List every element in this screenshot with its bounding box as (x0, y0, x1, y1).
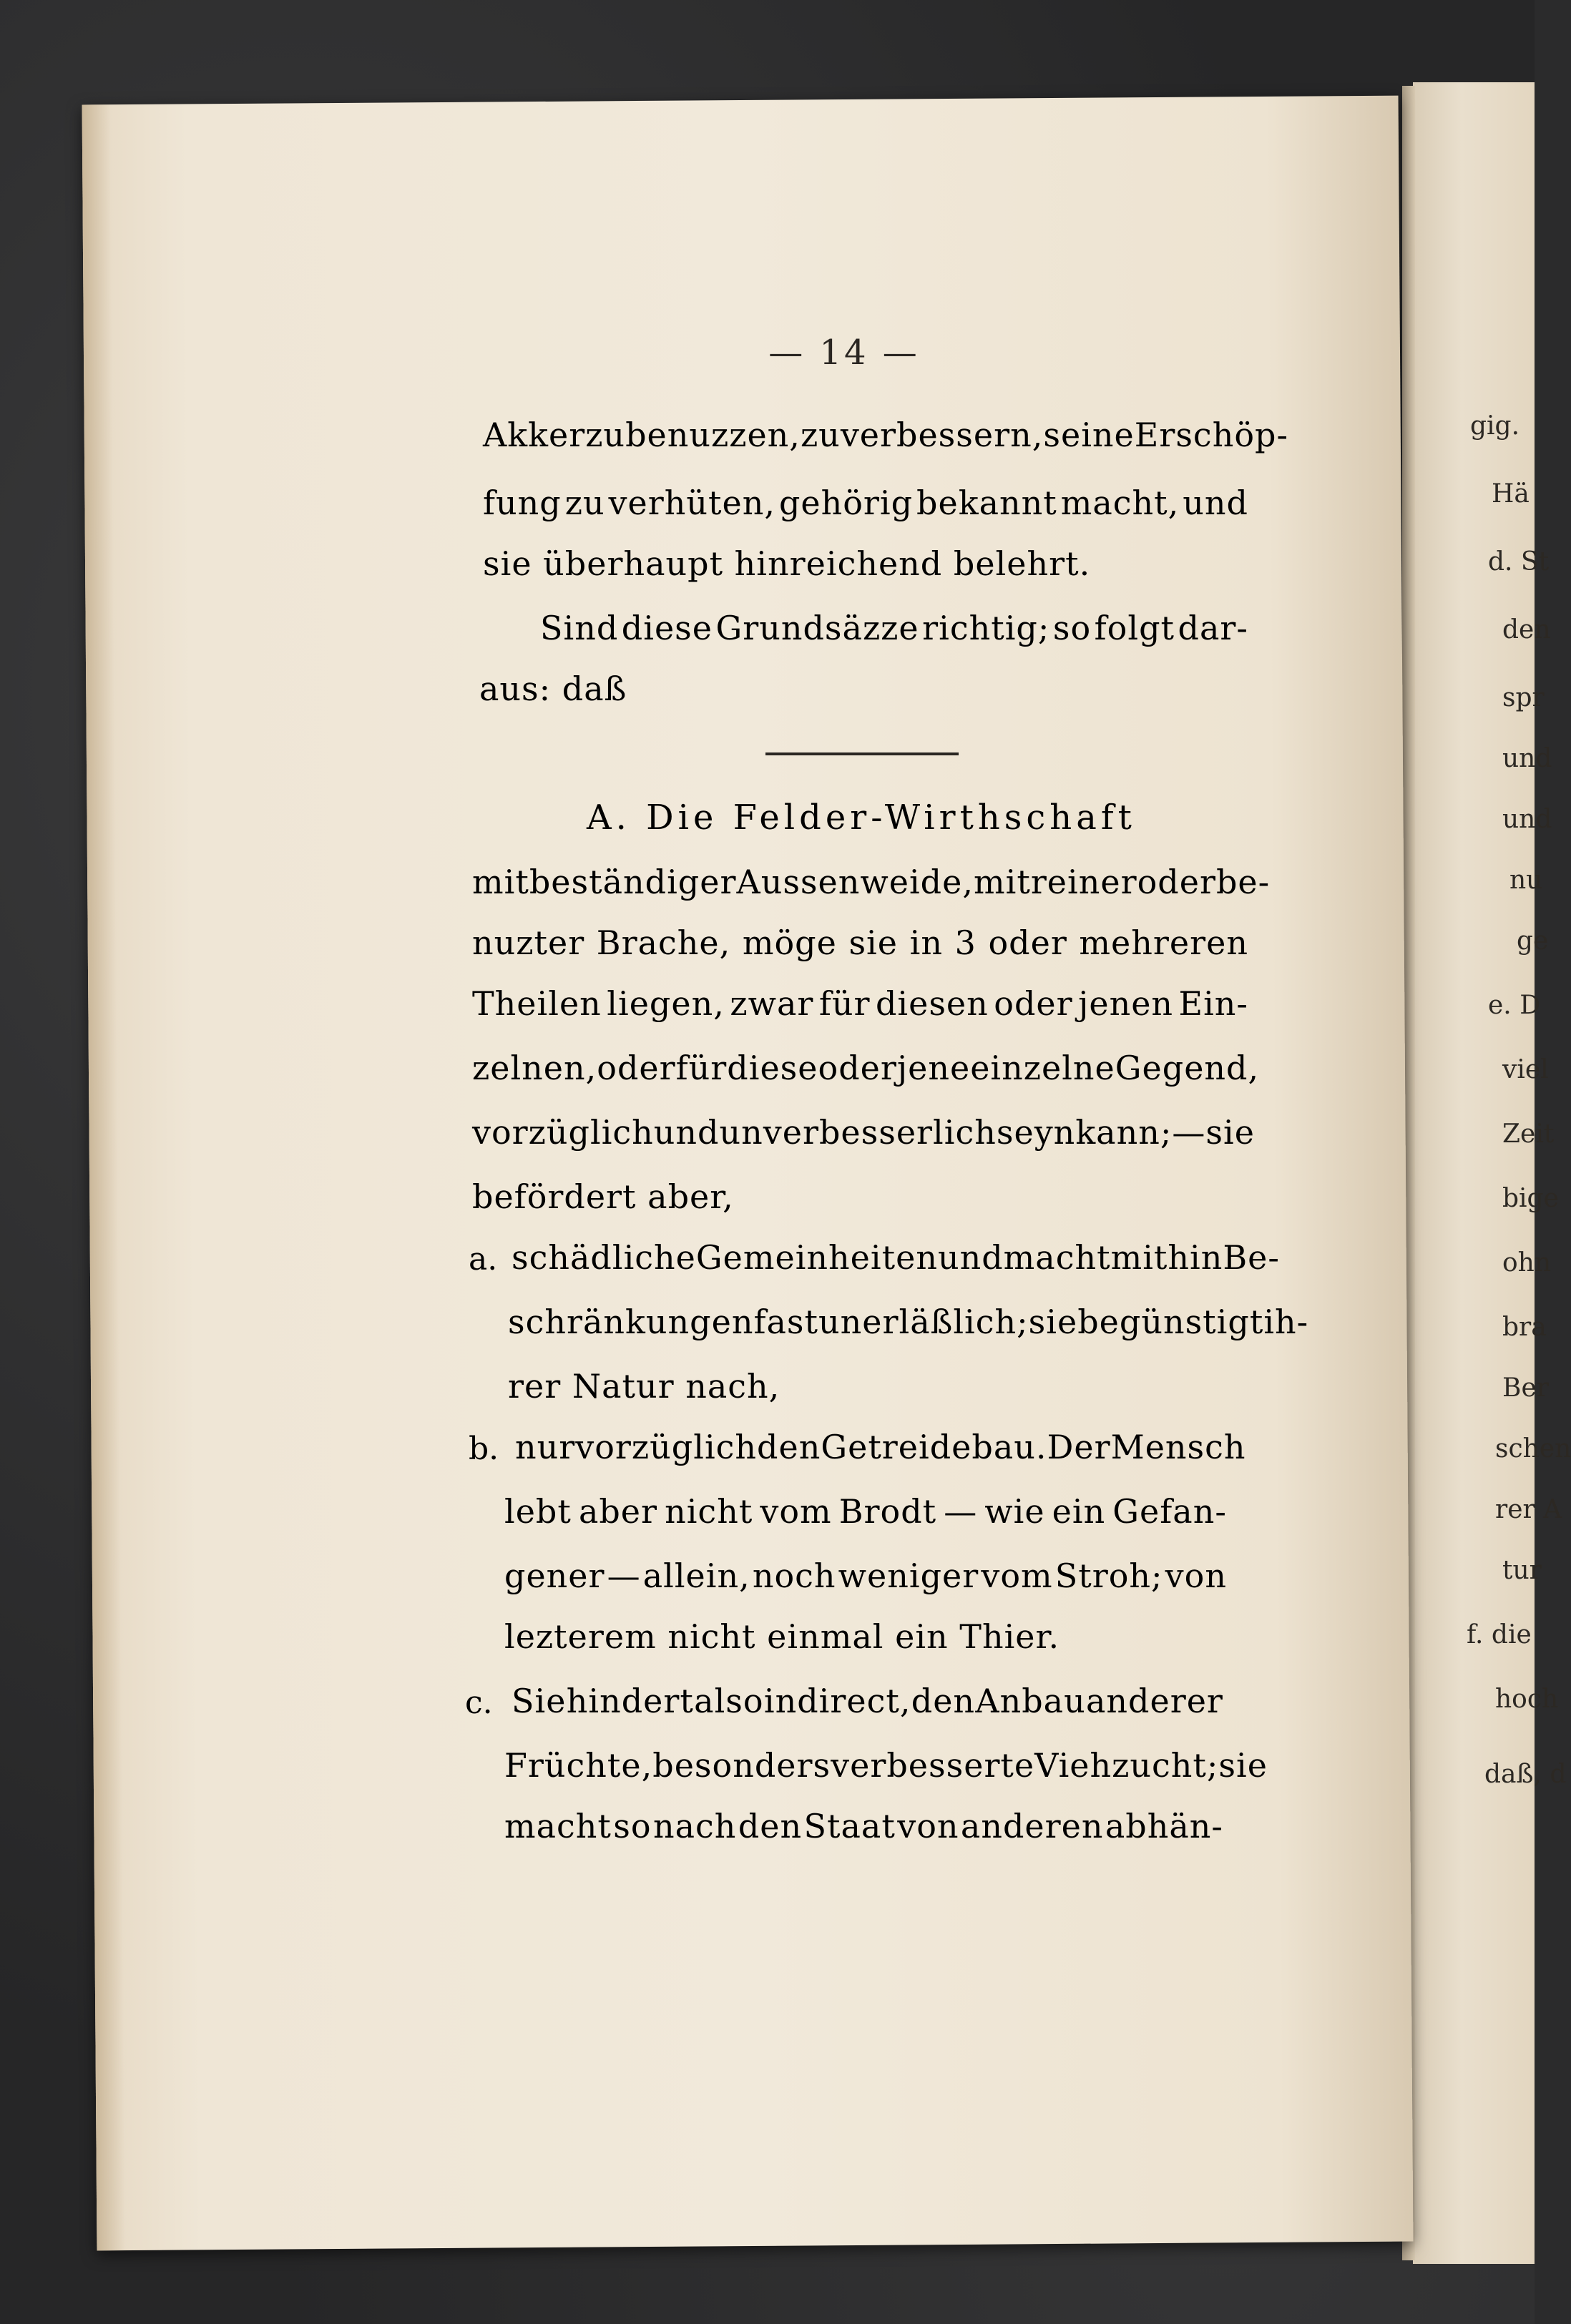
word: von (1165, 1556, 1227, 1595)
word: ih- (1263, 1303, 1309, 1341)
word: zu (800, 416, 841, 454)
text-line (472, 923, 1248, 962)
facing-fragment: Hä (1492, 479, 1530, 509)
word: nuzter (472, 923, 585, 962)
word: Theilen (472, 984, 602, 1023)
word: Viehzucht; (1034, 1746, 1219, 1785)
word: dar- (1178, 609, 1248, 647)
word: Sind (540, 609, 619, 647)
word: oder (988, 923, 1067, 962)
word: wie (984, 1492, 1045, 1531)
list-item-line (504, 1807, 1223, 1845)
section-divider (765, 752, 959, 755)
word: hindert (566, 1682, 694, 1720)
word: — (607, 1556, 641, 1595)
list-item-line: rer Natur nach, (508, 1367, 780, 1406)
word: sie (1218, 1746, 1268, 1785)
word: so (613, 1807, 652, 1845)
list-marker: b. (469, 1431, 499, 1467)
word: reiner (1030, 863, 1137, 901)
word: seyn (996, 1113, 1076, 1152)
word: Früchte, (504, 1746, 653, 1785)
word: beständiger (529, 863, 737, 901)
word: fung (483, 484, 562, 522)
facing-fragment: Zeit (1502, 1119, 1555, 1149)
text-line (483, 484, 1248, 522)
word: benuzzen, (625, 416, 801, 454)
word: mit (472, 863, 529, 901)
word: diese (621, 609, 713, 647)
facing-fragment: den (1502, 615, 1551, 644)
facing-fragment: Ber (1502, 1373, 1549, 1403)
facing-fragment: und (1502, 744, 1552, 773)
word: Staat (803, 1807, 896, 1845)
text-line (483, 416, 1288, 454)
word: mehreren (1079, 923, 1248, 962)
word: zelnen, (472, 1049, 597, 1087)
word: den (738, 1807, 803, 1845)
word: fast (753, 1303, 819, 1341)
word: ein (1052, 1492, 1106, 1531)
facing-fragment: ohn (1502, 1248, 1552, 1278)
word: für (675, 1049, 728, 1087)
word: Brache, (596, 923, 731, 962)
word: Mensch (1110, 1428, 1246, 1466)
word: aber (578, 1492, 658, 1531)
word: richtig; (922, 609, 1050, 647)
word: Aussenweide, (736, 863, 974, 901)
word: oder (994, 984, 1073, 1023)
word: — (1172, 1113, 1206, 1152)
word: Gefan- (1112, 1492, 1227, 1531)
word: anderer (1086, 1682, 1223, 1720)
word: schränkungen (508, 1303, 754, 1341)
word: und (1183, 484, 1248, 522)
word: sie (848, 923, 898, 962)
list-item-line (508, 1303, 1309, 1341)
facing-fragment: rer A (1495, 1495, 1562, 1524)
word: verbesserte (831, 1746, 1035, 1785)
facing-fragment: bra (1502, 1313, 1547, 1342)
word: gener (504, 1556, 605, 1595)
word: zu (585, 416, 626, 454)
word: vom (760, 1492, 832, 1531)
word: einzelne (970, 1049, 1115, 1087)
word: macht, (1060, 484, 1180, 522)
text-line (472, 1049, 1260, 1087)
word: weniger (838, 1556, 979, 1595)
facing-fragment: f. die (1467, 1620, 1532, 1649)
word: diese (727, 1049, 818, 1087)
word: in (909, 923, 943, 962)
word: allein, (642, 1556, 750, 1595)
word: für (818, 984, 871, 1023)
facing-fragment: d. St (1488, 547, 1550, 577)
word: zwar (730, 984, 814, 1023)
word: macht (1003, 1238, 1111, 1277)
word: Grundsäzze (715, 609, 919, 647)
word: also (694, 1682, 764, 1720)
word: lebt (504, 1492, 572, 1531)
word: Stroh; (1054, 1556, 1163, 1595)
word: Gemeinheiten (695, 1238, 938, 1277)
word: Be- (1223, 1238, 1280, 1277)
facing-fragment: spr (1502, 683, 1545, 712)
text-line (472, 1113, 1255, 1152)
page-number: — 14 — (768, 333, 920, 373)
word: zu (564, 484, 605, 522)
word: abhän- (1105, 1807, 1223, 1845)
word: verbessern, (840, 416, 1044, 454)
word: sie (1028, 1303, 1078, 1341)
facing-fragment: daß, d (1484, 1760, 1567, 1789)
word: und (653, 1113, 720, 1152)
facing-fragment: und (1502, 805, 1552, 834)
word: sie (1205, 1113, 1255, 1152)
word: kann; (1075, 1113, 1173, 1152)
word: verhüten, (608, 484, 775, 522)
word: den (911, 1682, 976, 1720)
word: noch (752, 1556, 836, 1595)
word: nicht (665, 1492, 753, 1531)
word: diesen (875, 984, 989, 1023)
word: begünstigt (1077, 1303, 1264, 1341)
facing-fragment: e. D (1488, 991, 1541, 1020)
list-item-line (504, 1492, 1227, 1531)
list-item-line (504, 1556, 1227, 1595)
word: besonders (652, 1746, 831, 1785)
list-item-line (512, 1238, 1280, 1277)
list-marker: c. (465, 1685, 493, 1721)
word: be- (1215, 863, 1271, 901)
text-line: aus: daß (479, 670, 627, 708)
word: — (944, 1492, 978, 1531)
word: folgt (1094, 609, 1175, 647)
word: Gegend, (1115, 1049, 1260, 1087)
word: vorzüglich (575, 1428, 758, 1466)
word: jenen (1078, 984, 1174, 1023)
text-line (472, 863, 1271, 901)
text-line: sie überhaupt hinreichend belehrt. (483, 544, 1091, 583)
text-line (540, 609, 1248, 647)
word: und (937, 1238, 1004, 1277)
word: vom (981, 1556, 1053, 1595)
facing-fragment: viel (1502, 1055, 1549, 1084)
section-heading: A. Die Felder-Wirthschaft (587, 798, 1136, 838)
list-item-line (504, 1746, 1268, 1785)
facing-fragment: gig. (1470, 411, 1520, 441)
word: Brodt (838, 1492, 937, 1531)
facing-fragment: ge (1517, 926, 1549, 956)
word: nur (515, 1428, 576, 1466)
list-marker: a. (469, 1241, 498, 1278)
word: Anbau (975, 1682, 1086, 1720)
list-item-line (515, 1428, 1246, 1466)
word: indirect, (763, 1682, 911, 1720)
word: Ein- (1178, 984, 1248, 1023)
facing-fragment: hoch (1495, 1685, 1559, 1714)
word: mithin (1110, 1238, 1223, 1277)
list-item-line (512, 1682, 1223, 1720)
facing-fragment: tur (1502, 1556, 1542, 1585)
word: so (1052, 609, 1092, 647)
word: macht (504, 1807, 612, 1845)
word: nach (652, 1807, 737, 1845)
word: oder (597, 1049, 676, 1087)
word: Der (1047, 1428, 1111, 1466)
word: unerläßlich; (818, 1303, 1029, 1341)
word: 3 (954, 923, 977, 962)
text-line (472, 984, 1248, 1023)
facing-page (1413, 82, 1571, 2264)
word: anderen (960, 1807, 1104, 1845)
word: Getreidebau. (821, 1428, 1047, 1466)
facing-fragment: bige (1502, 1184, 1559, 1213)
word: vorzüglich (472, 1113, 654, 1152)
word: seine (1043, 416, 1135, 454)
word: liegen, (607, 984, 725, 1023)
word: von (897, 1807, 959, 1845)
word: mit (973, 863, 1031, 901)
word: den (757, 1428, 821, 1466)
word: gehörig (778, 484, 914, 522)
word: jene (896, 1049, 971, 1087)
word: möge (742, 923, 837, 962)
word: oder (1137, 863, 1216, 901)
facing-fragment: schen (1495, 1434, 1571, 1463)
word: Sie (512, 1682, 567, 1720)
word: Erschöp- (1134, 416, 1288, 454)
word: oder (818, 1049, 897, 1087)
word: bekannt (916, 484, 1057, 522)
word: schädliche (512, 1238, 696, 1277)
list-item-line: lezterem nicht einmal ein Thier. (504, 1617, 1060, 1656)
word: Akker (483, 416, 586, 454)
word: unverbesserlich (719, 1113, 997, 1152)
text-line: befördert aber, (472, 1177, 734, 1216)
facing-fragment: nu (1509, 866, 1543, 895)
